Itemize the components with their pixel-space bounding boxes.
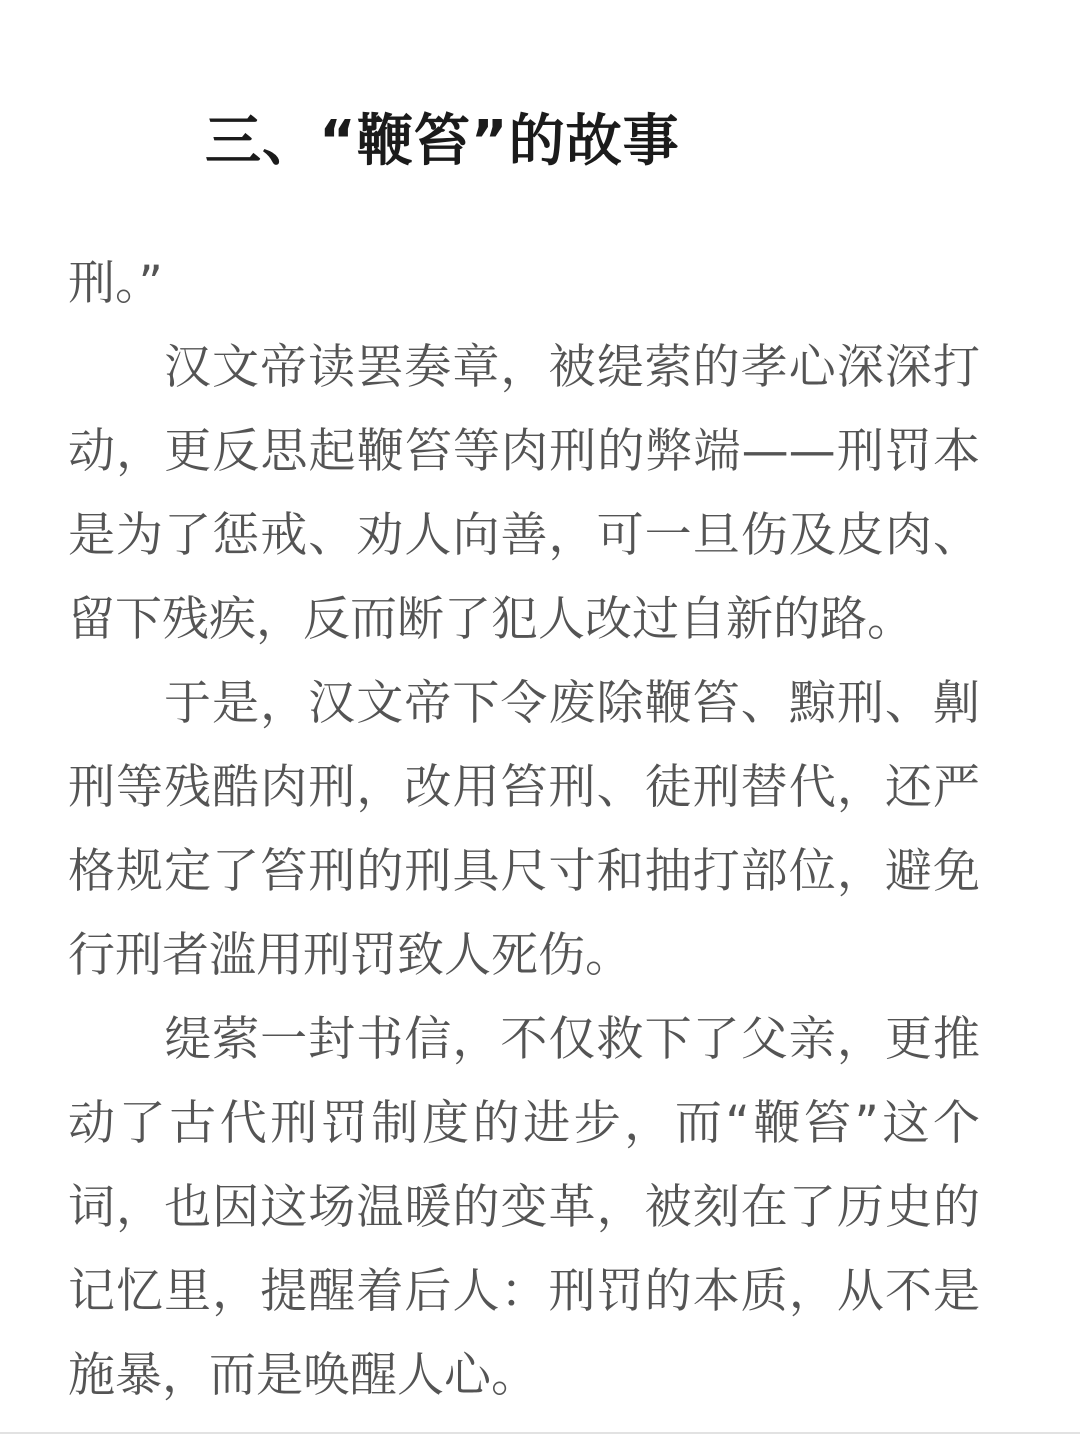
paragraph: 缇萦一封书信，不仅救下了父亲，更推动了古代刑罚制度的进步，而“鞭笞”这个词，也因这场温暖的变革，被刻在了历史的记忆里，提醒着后人：刑罚的本质，从不是施暴，而是唤醒人心。: [68, 1012, 980, 1403]
paragraph: 汉文帝读罢奏章，被缇萦的孝心深深打动，更反思起鞭笞等肉刑的弊端——刑罚本是为了惩戒、劝人向善，可一旦伤及皮肉、留下残疾，反而断了犯人改过自新的路。: [68, 340, 980, 647]
paragraph-continuation: 刑。”: [68, 256, 163, 311]
paragraph: 于是，汉文帝下令废除鞭笞、黥刑、劓刑等残酷肉刑，改用笞刑、徒刑替代，还严格规定了笞刑的刑具尺寸和抽打部位，避免行刑者滥用刑罚致人死伤。: [68, 676, 980, 983]
article-body: [68, 242, 980, 1418]
bottom-divider: [0, 1432, 1080, 1434]
section-title: 三、“鞭笞”的故事: [205, 109, 680, 174]
